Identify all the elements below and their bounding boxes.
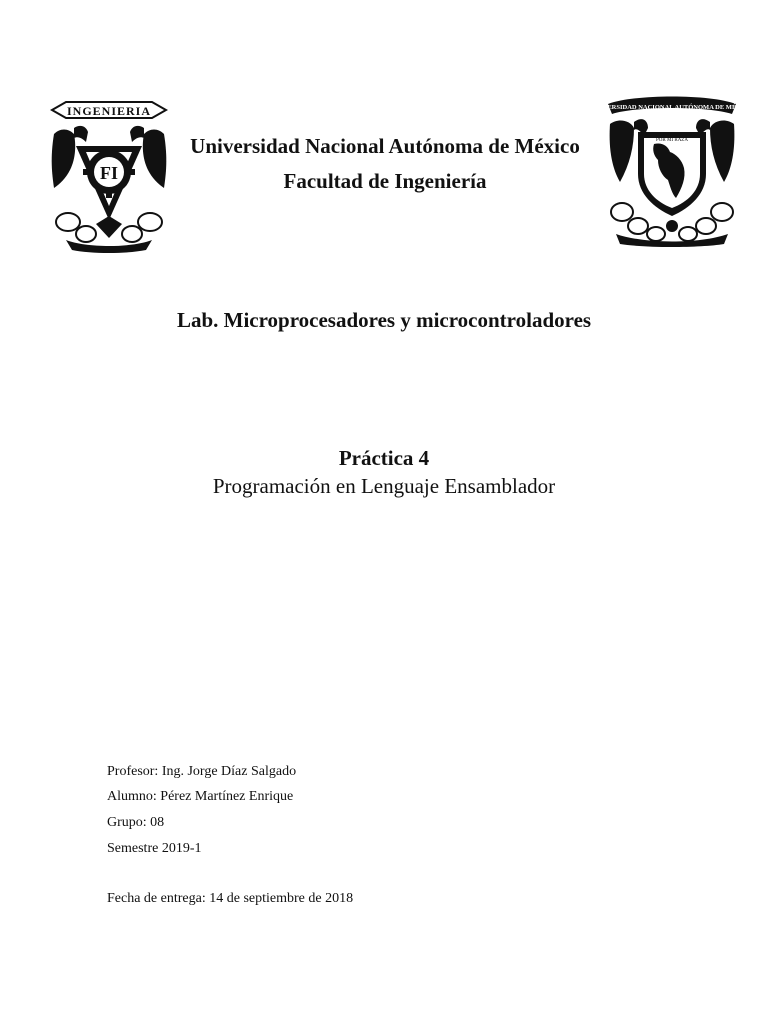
svg-text:POR MI RAZA: POR MI RAZA xyxy=(656,138,688,143)
university-name: Universidad Nacional Autónoma de México xyxy=(190,134,580,158)
practice-number: Práctica 4 xyxy=(338,446,430,470)
svg-text:INGENIERIA: INGENIERIA xyxy=(66,104,152,118)
student-line: Alumno: Pérez Martínez Enrique xyxy=(107,789,294,804)
unam-coat-of-arms-icon xyxy=(590,94,754,246)
semester-line: Semestre 2019-1 xyxy=(107,841,202,856)
professor-line: Profesor: Ing. Jorge Díaz Salgado xyxy=(107,764,297,779)
course-title: Lab. Microprocesadores y microcontroladores xyxy=(176,308,592,332)
practice-topic: Programación en Lenguaje Ensamblador xyxy=(212,474,556,498)
svg-text:UNIVERSIDAD NACIONAL AUTÓNOMA: UNIVERSIDAD NACIONAL AUTÓNOMA DE MÉXICO xyxy=(590,104,754,111)
svg-text:FI: FI xyxy=(100,163,118,183)
fi-ingenieria-crest-icon xyxy=(46,98,172,254)
due-date-line: Fecha de entrega: 14 de septiembre de 2018 xyxy=(107,891,354,906)
group-line: Grupo: 08 xyxy=(107,815,165,830)
faculty-name: Facultad de Ingeniería xyxy=(283,169,487,193)
